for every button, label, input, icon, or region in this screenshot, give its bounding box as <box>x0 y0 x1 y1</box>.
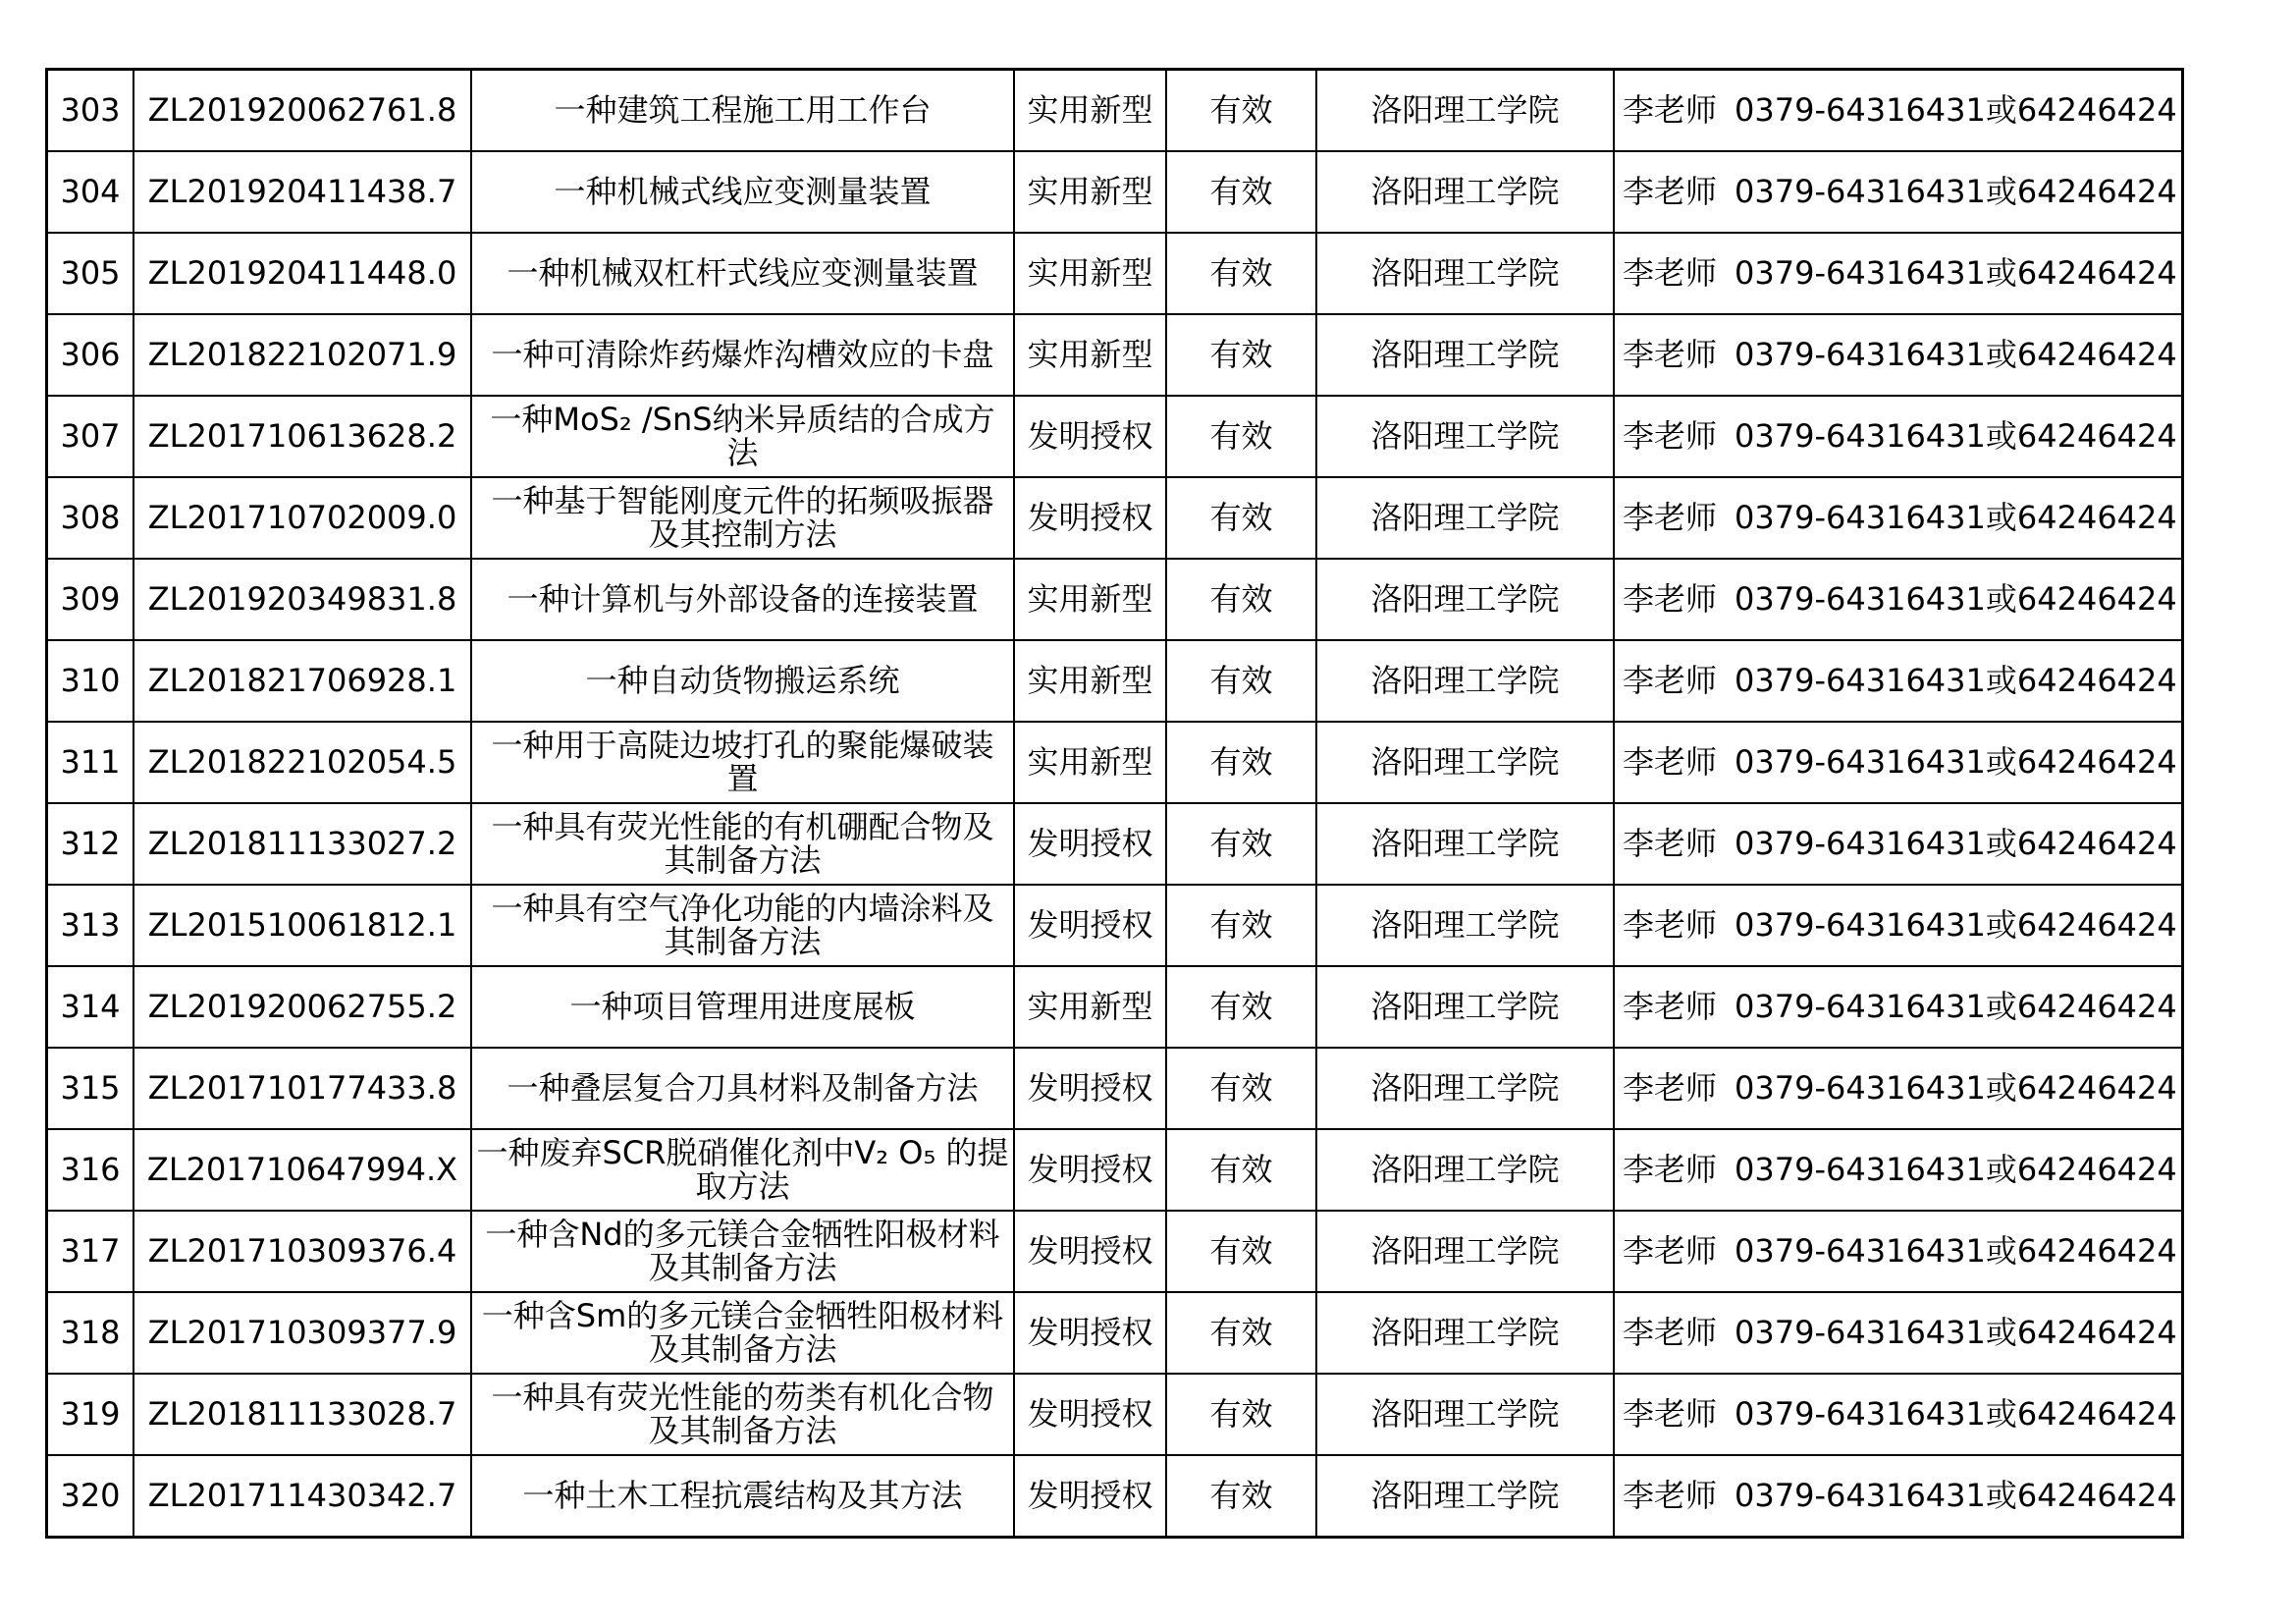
patent-name-cell: 一种机械式线应变测量装置 <box>471 151 1014 233</box>
patent-status-cell: 有效 <box>1166 70 1316 152</box>
patent-status-cell: 有效 <box>1166 640 1316 722</box>
seq-cell: 308 <box>47 477 134 559</box>
contact-name: 李老师 <box>1623 498 1718 536</box>
patent-owner-cell: 洛阳理工学院 <box>1316 722 1614 803</box>
contact-name: 李老师 <box>1623 1476 1718 1514</box>
contact-name: 李老师 <box>1623 1150 1718 1188</box>
patent-status-cell: 有效 <box>1166 1455 1316 1538</box>
patent-number-cell: ZL201710702009.0 <box>133 477 471 559</box>
contact-phone: 0379-64316431或64246424 <box>1735 1231 2177 1270</box>
patent-number-cell: ZL201920411438.7 <box>133 151 471 233</box>
patent-name-cell: 一种基于智能刚度元件的拓频吸振器及其控制方法 <box>471 477 1014 559</box>
patent-status-cell: 有效 <box>1166 314 1316 396</box>
seq-cell: 316 <box>47 1129 134 1211</box>
contact-cell <box>1614 1129 2182 1211</box>
patent-table <box>45 68 2184 1539</box>
patent-number-cell: ZL201811133027.2 <box>133 803 471 885</box>
contact-phone: 0379-64316431或64246424 <box>1735 987 2177 1025</box>
patent-owner-cell: 洛阳理工学院 <box>1316 640 1614 722</box>
contact-cell <box>1614 559 2182 640</box>
patent-number-cell: ZL201822102071.9 <box>133 314 471 396</box>
patent-name-cell: 一种自动货物搬运系统 <box>471 640 1014 722</box>
seq-cell: 313 <box>47 885 134 966</box>
contact-name: 李老师 <box>1623 742 1718 781</box>
contact-name: 李老师 <box>1623 1068 1718 1107</box>
patent-owner-cell: 洛阳理工学院 <box>1316 803 1614 885</box>
patent-status-cell: 有效 <box>1166 1292 1316 1374</box>
patent-status-cell: 有效 <box>1166 1129 1316 1211</box>
contact-cell <box>1614 1048 2182 1129</box>
seq-cell: 319 <box>47 1374 134 1455</box>
patent-status-cell: 有效 <box>1166 559 1316 640</box>
patent-name-cell: 一种MoS₂ /SnS纳米异质结的合成方法 <box>471 396 1014 477</box>
patent-number-cell: ZL201510061812.1 <box>133 885 471 966</box>
patent-name-cell: 一种建筑工程施工用工作台 <box>471 70 1014 152</box>
table-row <box>47 885 2183 966</box>
table-row <box>47 70 2183 152</box>
seq-cell: 320 <box>47 1455 134 1538</box>
patent-number-cell: ZL201710613628.2 <box>133 396 471 477</box>
contact-phone: 0379-64316431或64246424 <box>1735 1068 2177 1107</box>
patent-owner-cell: 洛阳理工学院 <box>1316 1292 1614 1374</box>
contact-cell <box>1614 1374 2182 1455</box>
contact-name: 李老师 <box>1623 1313 1718 1351</box>
seq-cell: 310 <box>47 640 134 722</box>
patent-type-cell: 实用新型 <box>1014 966 1166 1048</box>
seq-cell: 303 <box>47 70 134 152</box>
patent-number-cell: ZL201710309377.9 <box>133 1292 471 1374</box>
seq-cell: 311 <box>47 722 134 803</box>
table-row <box>47 1374 2183 1455</box>
contact-phone: 0379-64316431或64246424 <box>1735 1313 2177 1351</box>
seq-cell: 306 <box>47 314 134 396</box>
patent-name-cell: 一种废弃SCR脱硝催化剂中V₂ O₅ 的提取方法 <box>471 1129 1014 1211</box>
seq-cell: 314 <box>47 966 134 1048</box>
patent-type-cell: 发明授权 <box>1014 1455 1166 1538</box>
patent-type-cell: 发明授权 <box>1014 885 1166 966</box>
contact-name: 李老师 <box>1623 172 1718 210</box>
table-row <box>47 1048 2183 1129</box>
patent-name-cell: 一种含Sm的多元镁合金牺牲阳极材料及其制备方法 <box>471 1292 1014 1374</box>
patent-name-cell: 一种计算机与外部设备的连接装置 <box>471 559 1014 640</box>
patent-type-cell: 实用新型 <box>1014 314 1166 396</box>
patent-name-cell: 一种具有荧光性能的芴类有机化合物及其制备方法 <box>471 1374 1014 1455</box>
patent-type-cell: 发明授权 <box>1014 1211 1166 1292</box>
seq-cell: 315 <box>47 1048 134 1129</box>
patent-status-cell: 有效 <box>1166 1374 1316 1455</box>
contact-name: 李老师 <box>1623 416 1718 455</box>
patent-type-cell: 实用新型 <box>1014 559 1166 640</box>
patent-type-cell: 发明授权 <box>1014 396 1166 477</box>
patent-type-cell: 发明授权 <box>1014 803 1166 885</box>
contact-name: 李老师 <box>1623 661 1718 699</box>
seq-cell: 312 <box>47 803 134 885</box>
contact-cell <box>1614 1455 2182 1538</box>
patent-type-cell: 发明授权 <box>1014 1292 1166 1374</box>
patent-number-cell: ZL201920062755.2 <box>133 966 471 1048</box>
table-row <box>47 559 2183 640</box>
patent-name-cell: 一种具有荧光性能的有机硼配合物及其制备方法 <box>471 803 1014 885</box>
patent-status-cell: 有效 <box>1166 396 1316 477</box>
patent-type-cell: 实用新型 <box>1014 70 1166 152</box>
contact-phone: 0379-64316431或64246424 <box>1735 742 2177 781</box>
patent-status-cell: 有效 <box>1166 803 1316 885</box>
contact-cell <box>1614 314 2182 396</box>
patent-number-cell: ZL201710309376.4 <box>133 1211 471 1292</box>
contact-name: 李老师 <box>1623 824 1718 862</box>
contact-cell <box>1614 1292 2182 1374</box>
table-row <box>47 1129 2183 1211</box>
patent-type-cell: 实用新型 <box>1014 233 1166 314</box>
contact-phone: 0379-64316431或64246424 <box>1735 172 2177 210</box>
patent-type-cell: 实用新型 <box>1014 640 1166 722</box>
contact-name: 李老师 <box>1623 987 1718 1025</box>
contact-cell <box>1614 885 2182 966</box>
seq-cell: 318 <box>47 1292 134 1374</box>
contact-phone: 0379-64316431或64246424 <box>1735 335 2177 373</box>
patent-name-cell: 一种项目管理用进度展板 <box>471 966 1014 1048</box>
table-row <box>47 1211 2183 1292</box>
patent-name-cell: 一种含Nd的多元镁合金牺牲阳极材料及其制备方法 <box>471 1211 1014 1292</box>
patent-owner-cell: 洛阳理工学院 <box>1316 1211 1614 1292</box>
patent-owner-cell: 洛阳理工学院 <box>1316 314 1614 396</box>
patent-name-cell: 一种土木工程抗震结构及其方法 <box>471 1455 1014 1538</box>
patent-owner-cell: 洛阳理工学院 <box>1316 966 1614 1048</box>
table-row <box>47 966 2183 1048</box>
patent-name-cell: 一种用于高陡边坡打孔的聚能爆破装置 <box>471 722 1014 803</box>
seq-cell: 307 <box>47 396 134 477</box>
contact-name: 李老师 <box>1623 905 1718 944</box>
patent-type-cell: 发明授权 <box>1014 477 1166 559</box>
contact-cell <box>1614 396 2182 477</box>
table-row <box>47 151 2183 233</box>
patent-owner-cell: 洛阳理工学院 <box>1316 1129 1614 1211</box>
contact-phone: 0379-64316431或64246424 <box>1735 661 2177 699</box>
contact-cell <box>1614 722 2182 803</box>
patent-owner-cell: 洛阳理工学院 <box>1316 1455 1614 1538</box>
contact-cell <box>1614 803 2182 885</box>
contact-phone: 0379-64316431或64246424 <box>1735 416 2177 455</box>
contact-name: 李老师 <box>1623 335 1718 373</box>
contact-phone: 0379-64316431或64246424 <box>1735 1476 2177 1514</box>
patent-type-cell: 实用新型 <box>1014 151 1166 233</box>
patent-status-cell: 有效 <box>1166 1048 1316 1129</box>
patent-name-cell: 一种可清除炸药爆炸沟槽效应的卡盘 <box>471 314 1014 396</box>
table-row <box>47 1455 2183 1538</box>
table-row <box>47 722 2183 803</box>
patent-owner-cell: 洛阳理工学院 <box>1316 151 1614 233</box>
contact-phone: 0379-64316431或64246424 <box>1735 824 2177 862</box>
patent-owner-cell: 洛阳理工学院 <box>1316 70 1614 152</box>
patent-status-cell: 有效 <box>1166 885 1316 966</box>
patent-status-cell: 有效 <box>1166 1211 1316 1292</box>
patent-type-cell: 发明授权 <box>1014 1374 1166 1455</box>
patent-status-cell: 有效 <box>1166 966 1316 1048</box>
contact-name: 李老师 <box>1623 90 1718 129</box>
contact-phone: 0379-64316431或64246424 <box>1735 579 2177 618</box>
contact-name: 李老师 <box>1623 1231 1718 1270</box>
patent-name-cell: 一种机械双杠杆式线应变测量装置 <box>471 233 1014 314</box>
patent-type-cell: 发明授权 <box>1014 1129 1166 1211</box>
patent-number-cell: ZL201920411448.0 <box>133 233 471 314</box>
contact-cell <box>1614 1211 2182 1292</box>
patent-status-cell: 有效 <box>1166 151 1316 233</box>
patent-number-cell: ZL201710647994.X <box>133 1129 471 1211</box>
patent-owner-cell: 洛阳理工学院 <box>1316 885 1614 966</box>
contact-name: 李老师 <box>1623 1394 1718 1433</box>
table-row <box>47 314 2183 396</box>
contact-name: 李老师 <box>1623 579 1718 618</box>
patent-number-cell: ZL201920062761.8 <box>133 70 471 152</box>
patent-status-cell: 有效 <box>1166 477 1316 559</box>
contact-cell <box>1614 640 2182 722</box>
patent-name-cell: 一种具有空气净化功能的内墙涂料及其制备方法 <box>471 885 1014 966</box>
patent-number-cell: ZL201711430342.7 <box>133 1455 471 1538</box>
contact-phone: 0379-64316431或64246424 <box>1735 253 2177 292</box>
patent-type-cell: 发明授权 <box>1014 1048 1166 1129</box>
patent-status-cell: 有效 <box>1166 233 1316 314</box>
patent-number-cell: ZL201710177433.8 <box>133 1048 471 1129</box>
table-row <box>47 477 2183 559</box>
seq-cell: 304 <box>47 151 134 233</box>
table-row <box>47 396 2183 477</box>
table-row <box>47 803 2183 885</box>
contact-cell <box>1614 151 2182 233</box>
patent-owner-cell: 洛阳理工学院 <box>1316 1048 1614 1129</box>
table-row <box>47 640 2183 722</box>
contact-phone: 0379-64316431或64246424 <box>1735 498 2177 536</box>
patent-owner-cell: 洛阳理工学院 <box>1316 1374 1614 1455</box>
contact-phone: 0379-64316431或64246424 <box>1735 1394 2177 1433</box>
patent-number-cell: ZL201822102054.5 <box>133 722 471 803</box>
contact-cell <box>1614 70 2182 152</box>
seq-cell: 305 <box>47 233 134 314</box>
patent-owner-cell: 洛阳理工学院 <box>1316 477 1614 559</box>
patent-table-body <box>47 70 2183 1538</box>
patent-number-cell: ZL201811133028.7 <box>133 1374 471 1455</box>
patent-owner-cell: 洛阳理工学院 <box>1316 559 1614 640</box>
contact-cell <box>1614 233 2182 314</box>
patent-status-cell: 有效 <box>1166 722 1316 803</box>
table-row <box>47 233 2183 314</box>
contact-name: 李老师 <box>1623 253 1718 292</box>
contact-phone: 0379-64316431或64246424 <box>1735 905 2177 944</box>
patent-name-cell: 一种叠层复合刀具材料及制备方法 <box>471 1048 1014 1129</box>
contact-cell <box>1614 966 2182 1048</box>
patent-owner-cell: 洛阳理工学院 <box>1316 396 1614 477</box>
patent-number-cell: ZL201920349831.8 <box>133 559 471 640</box>
patent-owner-cell: 洛阳理工学院 <box>1316 233 1614 314</box>
seq-cell: 309 <box>47 559 134 640</box>
seq-cell: 317 <box>47 1211 134 1292</box>
table-row <box>47 1292 2183 1374</box>
patent-number-cell: ZL201821706928.1 <box>133 640 471 722</box>
contact-phone: 0379-64316431或64246424 <box>1735 90 2177 129</box>
contact-phone: 0379-64316431或64246424 <box>1735 1150 2177 1188</box>
patent-type-cell: 实用新型 <box>1014 722 1166 803</box>
contact-cell <box>1614 477 2182 559</box>
